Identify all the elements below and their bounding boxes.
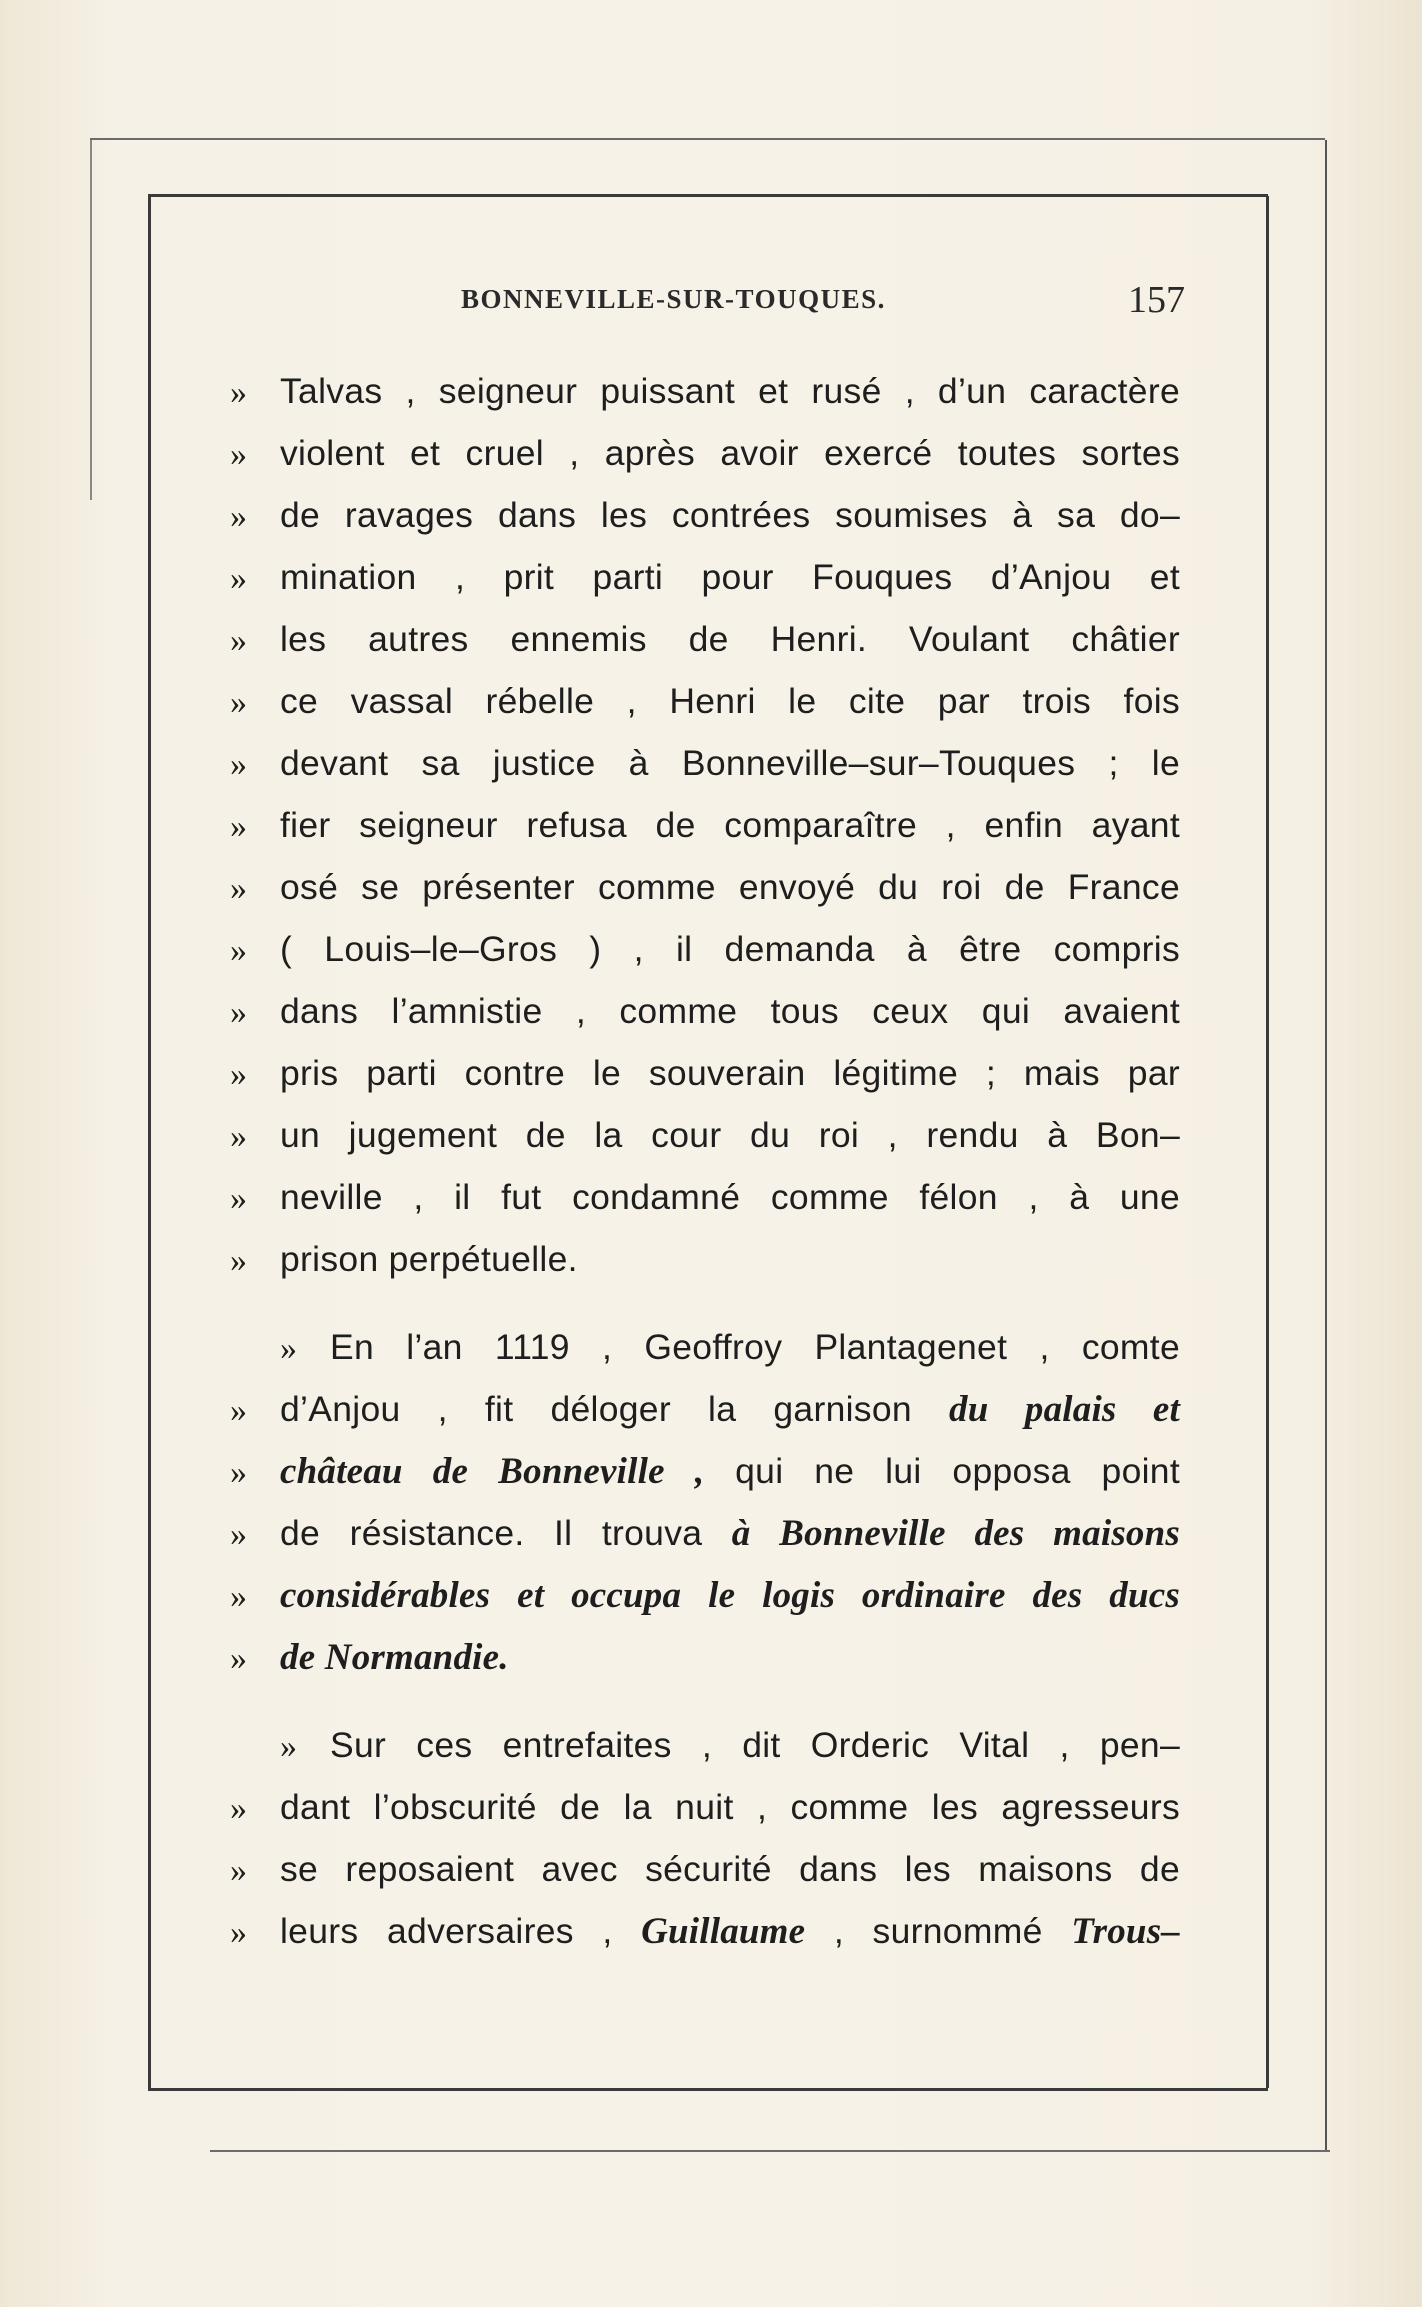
italic-text: Guillaume [641,1911,806,1952]
quote-mark: » [230,1392,248,1429]
frame-rule-left-inner [148,196,151,2088]
text-line [230,1776,1182,1838]
italic-text: Trous– [1071,1911,1180,1952]
line-text [330,1316,1180,1378]
page-header [225,278,1185,328]
text-segment: prison perpétuelle. [280,1239,578,1279]
line-text [280,608,1180,670]
text-line [230,980,1182,1042]
italic-text: à Bonneville des maisons [731,1513,1181,1554]
text-segment: un jugement de la cour du roi , rendu à Bon– [280,1115,1180,1155]
text-line [230,1104,1182,1166]
frame-rule-top-inner [148,194,1268,197]
text-segment: pris parti contre le souverain légitime ; mais par [280,1053,1180,1093]
text-line [230,546,1182,608]
text-segment: Talvas , seigneur puissant et rusé , d’un caractère [280,371,1180,411]
text-segment: de ravages dans les contrées soumises à sa do– [280,495,1180,535]
quote-mark: » [230,436,248,473]
line-text [280,918,1180,980]
text-line [230,360,1182,422]
quote-mark: » [230,498,248,535]
paragraph-gap [230,1688,1182,1714]
line-text [280,484,1180,546]
quote-mark: » [230,808,248,845]
running-title: BONNEVILLE-SUR-TOUQUES. [461,284,886,314]
text-segment: ( Louis–le–Gros ) , il demanda à être compris [280,929,1180,969]
italic-text: de Normandie. [280,1637,509,1678]
text-line [230,918,1182,980]
text-line [230,1714,1182,1776]
text-line [230,422,1182,484]
line-text [280,980,1180,1042]
quote-mark: » [230,684,248,721]
quote-mark: » [230,1180,248,1217]
quote-mark: » [280,1330,298,1367]
frame-rule-top-outer [90,138,1325,140]
frame-rule-left-outer [90,140,92,500]
text-line [230,670,1182,732]
text-segment: se reposaient avec sécurité dans les maisons de [280,1849,1180,1889]
italic-text: du palais et [949,1389,1181,1430]
page-number: 157 [1128,279,1185,321]
frame-rule-right-inner [1266,196,1269,2088]
text-segment: leurs adversaires , [280,1911,642,1951]
italic-text: considérables et occupa le logis ordinaire des ducs [280,1575,1180,1616]
text-line [230,732,1182,794]
line-text [330,1714,1180,1776]
quote-mark: » [230,870,248,907]
quote-mark: » [230,746,248,783]
quote-mark: » [230,1852,248,1889]
text-line [230,1042,1182,1104]
text-segment: dans l’amnistie , comme tous ceux qui avaient [280,991,1180,1031]
text-segment: les autres ennemis de Henri. Voulant châtier [280,619,1180,659]
quote-mark: » [230,1516,248,1553]
text-segment: mination , prit parti pour Fouques d’Anjou et [280,557,1180,597]
line-text [280,1900,1180,1963]
text-line [230,1440,1182,1502]
quote-mark: » [230,1640,248,1677]
text-line [230,856,1182,918]
text-line [230,1564,1182,1626]
quote-mark: » [230,1578,248,1615]
frame-rule-bottom-outer [210,2150,1330,2152]
frame-rule-bottom-inner [148,2088,1268,2091]
line-text [280,1502,1180,1565]
text-segment: , surnommé [805,1911,1072,1951]
quote-mark: » [230,1242,248,1279]
text-segment: violent et cruel , après avoir exercé toutes sortes [280,433,1180,473]
quote-mark: » [230,1790,248,1827]
text-line [230,1166,1182,1228]
quote-mark: » [230,1056,248,1093]
line-text [280,732,1180,794]
text-segment: ce vassal rébelle , Henri le cite par trois fois [280,681,1180,721]
text-segment: Sur ces entrefaites , dit Orderic Vital , pen– [330,1725,1180,1765]
text-line [230,1228,1182,1290]
line-text [280,1104,1180,1166]
quote-mark: » [230,994,248,1031]
line-text [280,1228,578,1290]
text-line [230,1626,1182,1688]
line-text [280,1564,1180,1627]
line-text [280,422,1180,484]
text-line [230,1900,1182,1962]
line-text [280,1776,1180,1838]
text-segment: En l’an 1119 , Geoffroy Plantagenet , comte [330,1327,1180,1367]
text-segment: d’Anjou , fit déloger la garnison [280,1389,950,1429]
line-text [280,1838,1180,1900]
line-text [280,546,1180,608]
line-text [280,1042,1180,1104]
quote-mark: » [230,622,248,659]
quote-mark: » [230,1914,248,1951]
line-text [280,794,1180,856]
text-line [230,608,1182,670]
quote-mark: » [230,1454,248,1491]
text-line [230,1316,1182,1378]
text-line [230,794,1182,856]
line-text [280,856,1180,918]
line-text [280,1378,1180,1441]
text-segment: osé se présenter comme envoyé du roi de France [280,867,1180,907]
text-line [230,484,1182,546]
text-line [230,1378,1182,1440]
paragraph-gap [230,1290,1182,1316]
frame-rule-right-outer [1325,140,1327,2152]
line-text [280,670,1180,732]
line-text [280,1626,509,1689]
quote-mark: » [230,932,248,969]
text-segment: fier seigneur refusa de comparaître , enfin ayant [280,805,1180,845]
quote-mark: » [230,560,248,597]
line-text [280,1166,1180,1228]
line-text [280,1440,1180,1503]
text-segment: de résistance. Il trouva [280,1513,732,1553]
line-text [280,360,1180,422]
text-line [230,1502,1182,1564]
quote-mark: » [230,374,248,411]
quote-mark: » [230,1118,248,1155]
text-segment: devant sa justice à Bonneville–sur–Touques ; le [280,743,1180,783]
quote-mark: » [280,1728,298,1765]
body-text [230,360,1182,1962]
italic-text: château de Bonneville , [280,1451,705,1492]
text-segment: neville , il fut condamné comme félon , à une [280,1177,1180,1217]
text-segment: dant l’obscurité de la nuit , comme les agresseurs [280,1787,1180,1827]
text-line [230,1838,1182,1900]
text-segment: qui ne lui opposa point [704,1451,1181,1491]
